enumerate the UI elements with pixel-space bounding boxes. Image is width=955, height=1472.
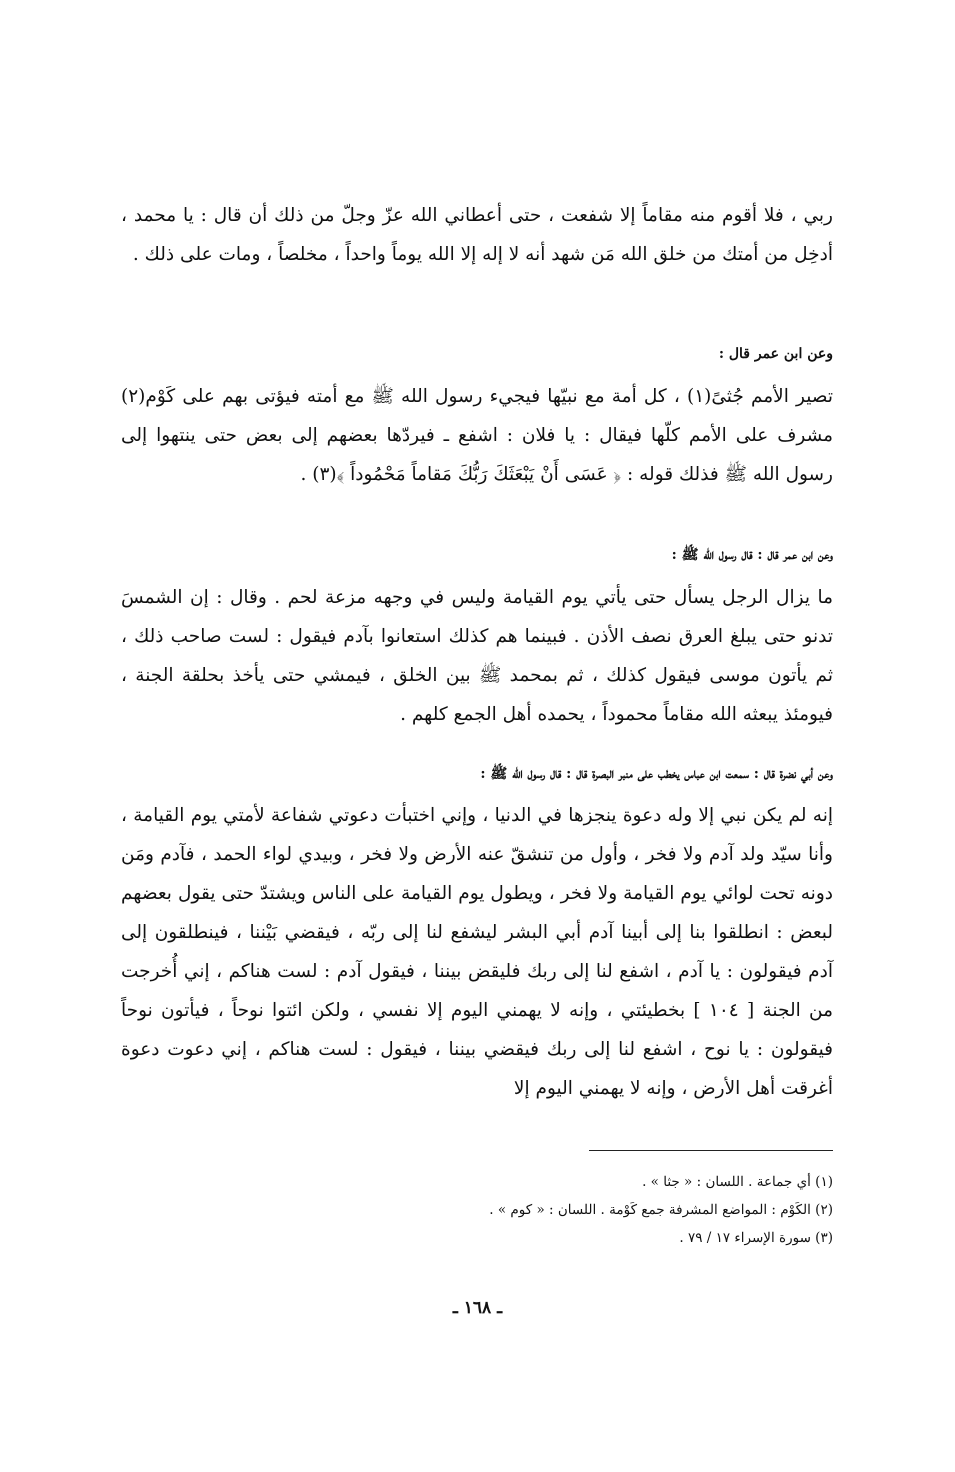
page-number: ـ ١٦٨ ـ — [452, 1298, 503, 1318]
paragraph-text: ربي ، فلا أقوم منه مقاماً إلا شفعت ، حتى أعطاني الله عزّ وجلّ من ذلك أن قال : يا محمد ، أدخِل من أمتك من خلق الله مَن شهد أنه لا إله إلا الله يوماً واحداً ، مخلصاً ، ومات على ذلك . — [121, 205, 833, 265]
paragraph-1 — [121, 196, 833, 274]
footnote-2: (٢) الكَوْم : المواضع المشرفة جمع كَوْمة . اللسان : « كوم » . — [489, 1202, 833, 1218]
paragraph-text: إنه لم يكن نبي إلا وله دعوة ينجزها في الدنيا ، وإني اختبأت دعوتي شفاعة لأمتي يوم القيامة ، وأنا سيّد ولد آدم ولا فخر ، وأول من تنشقّ عنه الأرض ولا فخر ، وبيدي لواء الحمد ، فآدم ومَن دونه تحت لوائي يوم القيامة ولا فخر ، ويطول يوم القيامة على الناس ويشتدّ حتى يقول بعضهم لبعض : انطلقوا بنا إلى أبينا آدم أبي البشر ليشفع لنا إلى ربّه ، فيقضي بَيْننا ، فينطلقون إلى آدم فيقولون : يا آدم ، اشفع لنا إلى ربك فليقض بيننا ، فيقول آدم : لست هناكم ، إني أُخرجت من الجنة [ ١٠٤ ] بخطيئتي ، وإنه لا يهمني اليوم إلا نفسي ، ولكن ائتوا نوحاً ، فيأتون نوحاً فيقولون : يا نوح ، اشفع لنا إلى ربك فيقضي بيننا ، فيقول : لست هناكم ، إني دعوت دعوة أغرقت أهل الأرض ، وإنه لا يهمني اليوم إلا — [121, 805, 833, 1099]
footnotes — [121, 1168, 833, 1252]
footnote-1: (١) أي جماعة . اللسان : « جثا » . — [642, 1174, 833, 1190]
section-heading-2: وعن ابن عمر قال : قال رسول الله ﷺ : — [671, 547, 833, 563]
paragraph-3 — [121, 578, 833, 734]
paragraph-4 — [121, 796, 833, 1108]
paragraph-2 — [121, 377, 833, 494]
paragraph-text: ما يزال الرجل يسأل حتى يأتي يوم القيامة وليس في وجهه مزعة لحم . وقال : إن الشمسَ تدنو حتى يبلغ العرق نصف الأذن . فبينما هم كذلك استعانوا بآدم فيقول : لست صاحب ذلك ، ثم يأتون موسى فيقول كذلك ، ثم بمحمد ﷺ بين الخلق ، فيمشي حتى يأخذ بحلقة الجنة ، فيومئذ يبعثه الله مقاماً محموداً ، يحمده أهل الجمع كلهم . — [121, 587, 833, 725]
paragraph-text: تصير الأمم جُثىً(١) ، كل أمة مع نبيّها فيجيء رسول الله ﷺ مع أمته فيؤتى بهم على كَوْم(٢) مشرف على الأمم كلّها فيقال : يا فلان : اشفع ـ فيردّها بعضهم إلى بعض حتى ينتهوا إلى رسول الله ﷺ فذلك قوله : ﴿ عَسَى أَنْ يَبْعَثَكَ رَبُّكَ مَقاماً مَحْمُوداً ﴾(٣) . — [121, 386, 833, 485]
section-heading-1: وعن ابن عمر قال : — [718, 346, 833, 362]
footnote-separator — [589, 1150, 833, 1151]
footnote-3: (٣) سورة الإسراء ١٧ / ٧٩ . — [679, 1230, 833, 1246]
section-heading-3: وعن أبي نضرة قال : سمعت ابن عباس يخطب على منبر البصرة قال : قال رسول الله ﷺ : — [480, 766, 833, 782]
